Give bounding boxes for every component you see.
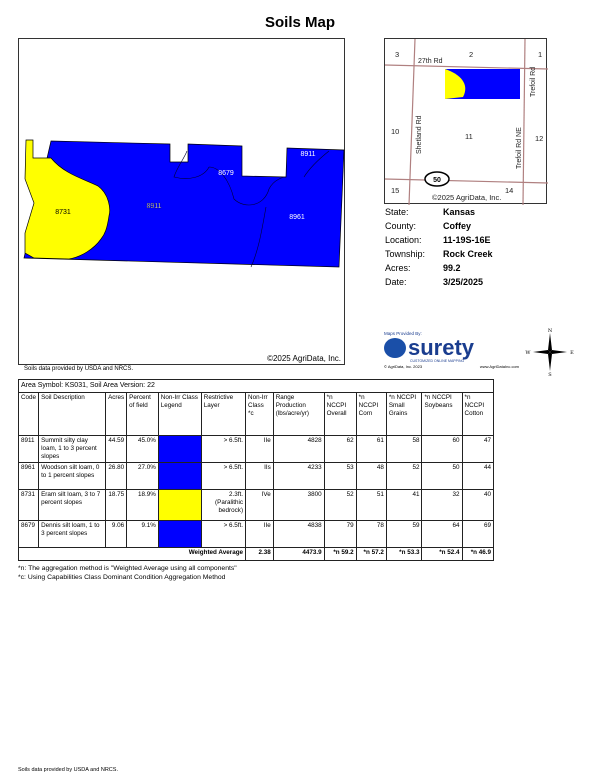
inset-copyright: ©2025 AgriData, Inc. [432,193,502,202]
col-header: Percent of field [127,393,159,436]
footnotes [18,564,494,582]
info-row-state [385,207,475,218]
table-header [19,393,494,436]
globe-icon [384,338,406,358]
location-inset-map [384,38,547,204]
section-label: 10 [391,127,400,136]
col-header: Acres [106,393,127,436]
info-key: Township: [385,249,426,259]
col-header: Soil Description [39,393,106,436]
footnote: *c: Using Capabilities Class Dominant Condition Aggregation Method [18,574,226,581]
wa-range: 4473.9 [273,548,324,561]
soil-label-8731: 8731 [55,209,71,216]
road-label: Shetland Rd [416,115,423,154]
cell-code: 8731 [19,490,39,521]
cell-cls: IVe [246,490,274,521]
compass-s: S [548,372,552,377]
cell-desc: Dennis silt loam, 1 to 3 percent slopes [39,521,106,548]
info-key: Acres: [385,263,411,273]
road-label: 27th Rd [418,58,443,65]
wa-corn: *n 57.2 [356,548,386,561]
col-header: *n NCCPI Cotton [462,393,493,436]
soil-label-8961: 8961 [289,214,305,221]
wa-cotton: *n 46.9 [462,548,493,561]
compass-e: E [570,350,574,356]
section-label: 15 [391,186,400,195]
col-header: Non-Irr Class Legend [158,393,201,436]
cell-desc: Eram silt loam, 3 to 7 percent slopes [39,490,106,521]
cell-desc: Woodson silt loam, 0 to 1 percent slopes [39,463,106,490]
section-label: 2 [469,50,474,59]
highway-label: 50 [433,177,441,184]
cell-ct: 40 [462,490,493,521]
cell-cls: IIe [246,521,274,548]
soil-label-8911-small: 8911 [300,151,316,158]
wa-class: 2.38 [246,548,274,561]
soils-map [18,38,345,365]
section-label: 3 [395,50,400,59]
cell-pct: 9.1% [127,521,159,548]
cell-ct: 69 [462,521,493,548]
cell-pct: 45.0% [127,436,159,463]
cell-rl: > 6.5ft. [201,436,245,463]
cell-rl: > 6.5ft. [201,463,245,490]
cell-cls: IIe [246,436,274,463]
info-value: Kansas [443,207,476,217]
cell-desc: Summit silty clay loam, 1 to 3 percent slopes [39,436,106,463]
footnote: *n: The aggregation method is "Weighted Average using all components" [18,565,237,572]
section-label: 11 [465,132,473,141]
col-header: Non-Irr Class *c [246,393,274,436]
map-source: Soils data provided by USDA and NRCS. [24,366,134,372]
cell-rp: 3800 [273,490,324,521]
table-row [19,490,494,521]
table-row [19,463,494,490]
cell-sb: 32 [422,490,462,521]
section-label: 1 [538,50,543,59]
col-header: *n NCCPI Soybeans [422,393,462,436]
page-title: Soils Map [264,14,335,31]
cell-acres: 44.59 [106,436,127,463]
cell-rp: 4828 [273,436,324,463]
cell-color [158,436,201,463]
info-key: State: [385,207,409,217]
compass-w: W [525,350,531,356]
cell-rp: 4838 [273,521,324,548]
cell-c: 51 [356,490,386,521]
cell-color [158,490,201,521]
cell-rp: 4233 [273,463,324,490]
cell-sb: 60 [422,436,462,463]
logo-url: www.AgriDataInc.com [479,364,519,369]
cell-rl: 2.3ft. (Paralithic bedrock) [201,490,245,521]
col-header: Code [19,393,39,436]
cell-acres: 9.06 [106,521,127,548]
col-header: *n NCCPI Corn [356,393,386,436]
cell-o: 62 [324,436,356,463]
cell-sg: 41 [386,490,422,521]
info-value: 3/25/2025 [443,277,484,287]
cell-acres: 26.80 [106,463,127,490]
table-row [19,436,494,463]
info-row-county [385,221,471,232]
area-symbol: Area Symbol: KS031, Soil Area Version: 22 [19,380,494,393]
info-row-acres [385,263,461,274]
compass-rose-icon [525,327,575,377]
info-row-location [385,235,491,246]
wa-soybeans: *n 52.4 [422,548,462,561]
soils-table [18,379,494,561]
cell-sb: 64 [422,521,462,548]
info-key: Location: [385,235,422,245]
cell-o: 79 [324,521,356,548]
logo-copyright: © AgriData, Inc. 2023 [384,364,423,369]
info-row-township [385,249,493,260]
cell-pct: 27.0% [127,463,159,490]
wa-small-grains: *n 53.3 [386,548,422,561]
cell-rl: > 6.5ft. [201,521,245,548]
cell-c: 48 [356,463,386,490]
cell-o: 52 [324,490,356,521]
col-header: *n NCCPI Overall [324,393,356,436]
cell-cls: IIs [246,463,274,490]
wa-overall: *n 59.2 [324,548,356,561]
cell-sb: 50 [422,463,462,490]
cell-c: 78 [356,521,386,548]
info-value: 11-19S-16E [443,235,491,245]
col-header: Restrictive Layer [201,393,245,436]
info-value: 99.2 [443,263,461,273]
col-header: Range Production (lbs/acre/yr) [273,393,324,436]
weighted-average-row [19,548,494,561]
section-label: 12 [535,134,544,143]
info-value: Coffey [443,221,472,231]
info-row-date [385,277,483,288]
soils-table-section [18,379,494,582]
cell-ct: 47 [462,436,493,463]
wa-label: Weighted Average [19,548,246,561]
map-copyright: ©2025 AgriData, Inc. [267,354,341,363]
table-row [19,521,494,548]
compass-n: N [547,328,553,334]
cell-pct: 18.9% [127,490,159,521]
surety-logo [384,331,524,371]
info-value: Rock Creek [443,249,493,259]
cell-sg: 58 [386,436,422,463]
soil-label-8679: 8679 [218,170,234,177]
info-key: County: [385,221,417,231]
cell-acres: 18.75 [106,490,127,521]
cell-code: 8961 [19,463,39,490]
cell-color [158,463,201,490]
cell-color [158,521,201,548]
cell-o: 53 [324,463,356,490]
soil-label-8911: 8911 [146,203,162,210]
road-label: Trefoil Rd [530,66,537,97]
cell-code: 8911 [19,436,39,463]
logo-provided-by: Maps Provided By: [384,331,422,336]
cell-c: 61 [356,436,386,463]
inset-roads [385,39,548,205]
soil-polygons [19,39,346,366]
info-key: Date: [385,277,407,287]
col-header: *n NCCPI Small Grains [386,393,422,436]
road-label: Trefoil Rd NE [516,127,523,169]
cell-code: 8679 [19,521,39,548]
cell-sg: 52 [386,463,422,490]
cell-sg: 59 [386,521,422,548]
logo-tagline: CUSTOMIZED ONLINE MAPPING [410,359,465,363]
bottom-source: Soils data provided by USDA and NRCS. [18,767,118,773]
cell-ct: 44 [462,463,493,490]
logo-brand: surety [408,335,475,360]
section-label: 14 [505,186,514,195]
